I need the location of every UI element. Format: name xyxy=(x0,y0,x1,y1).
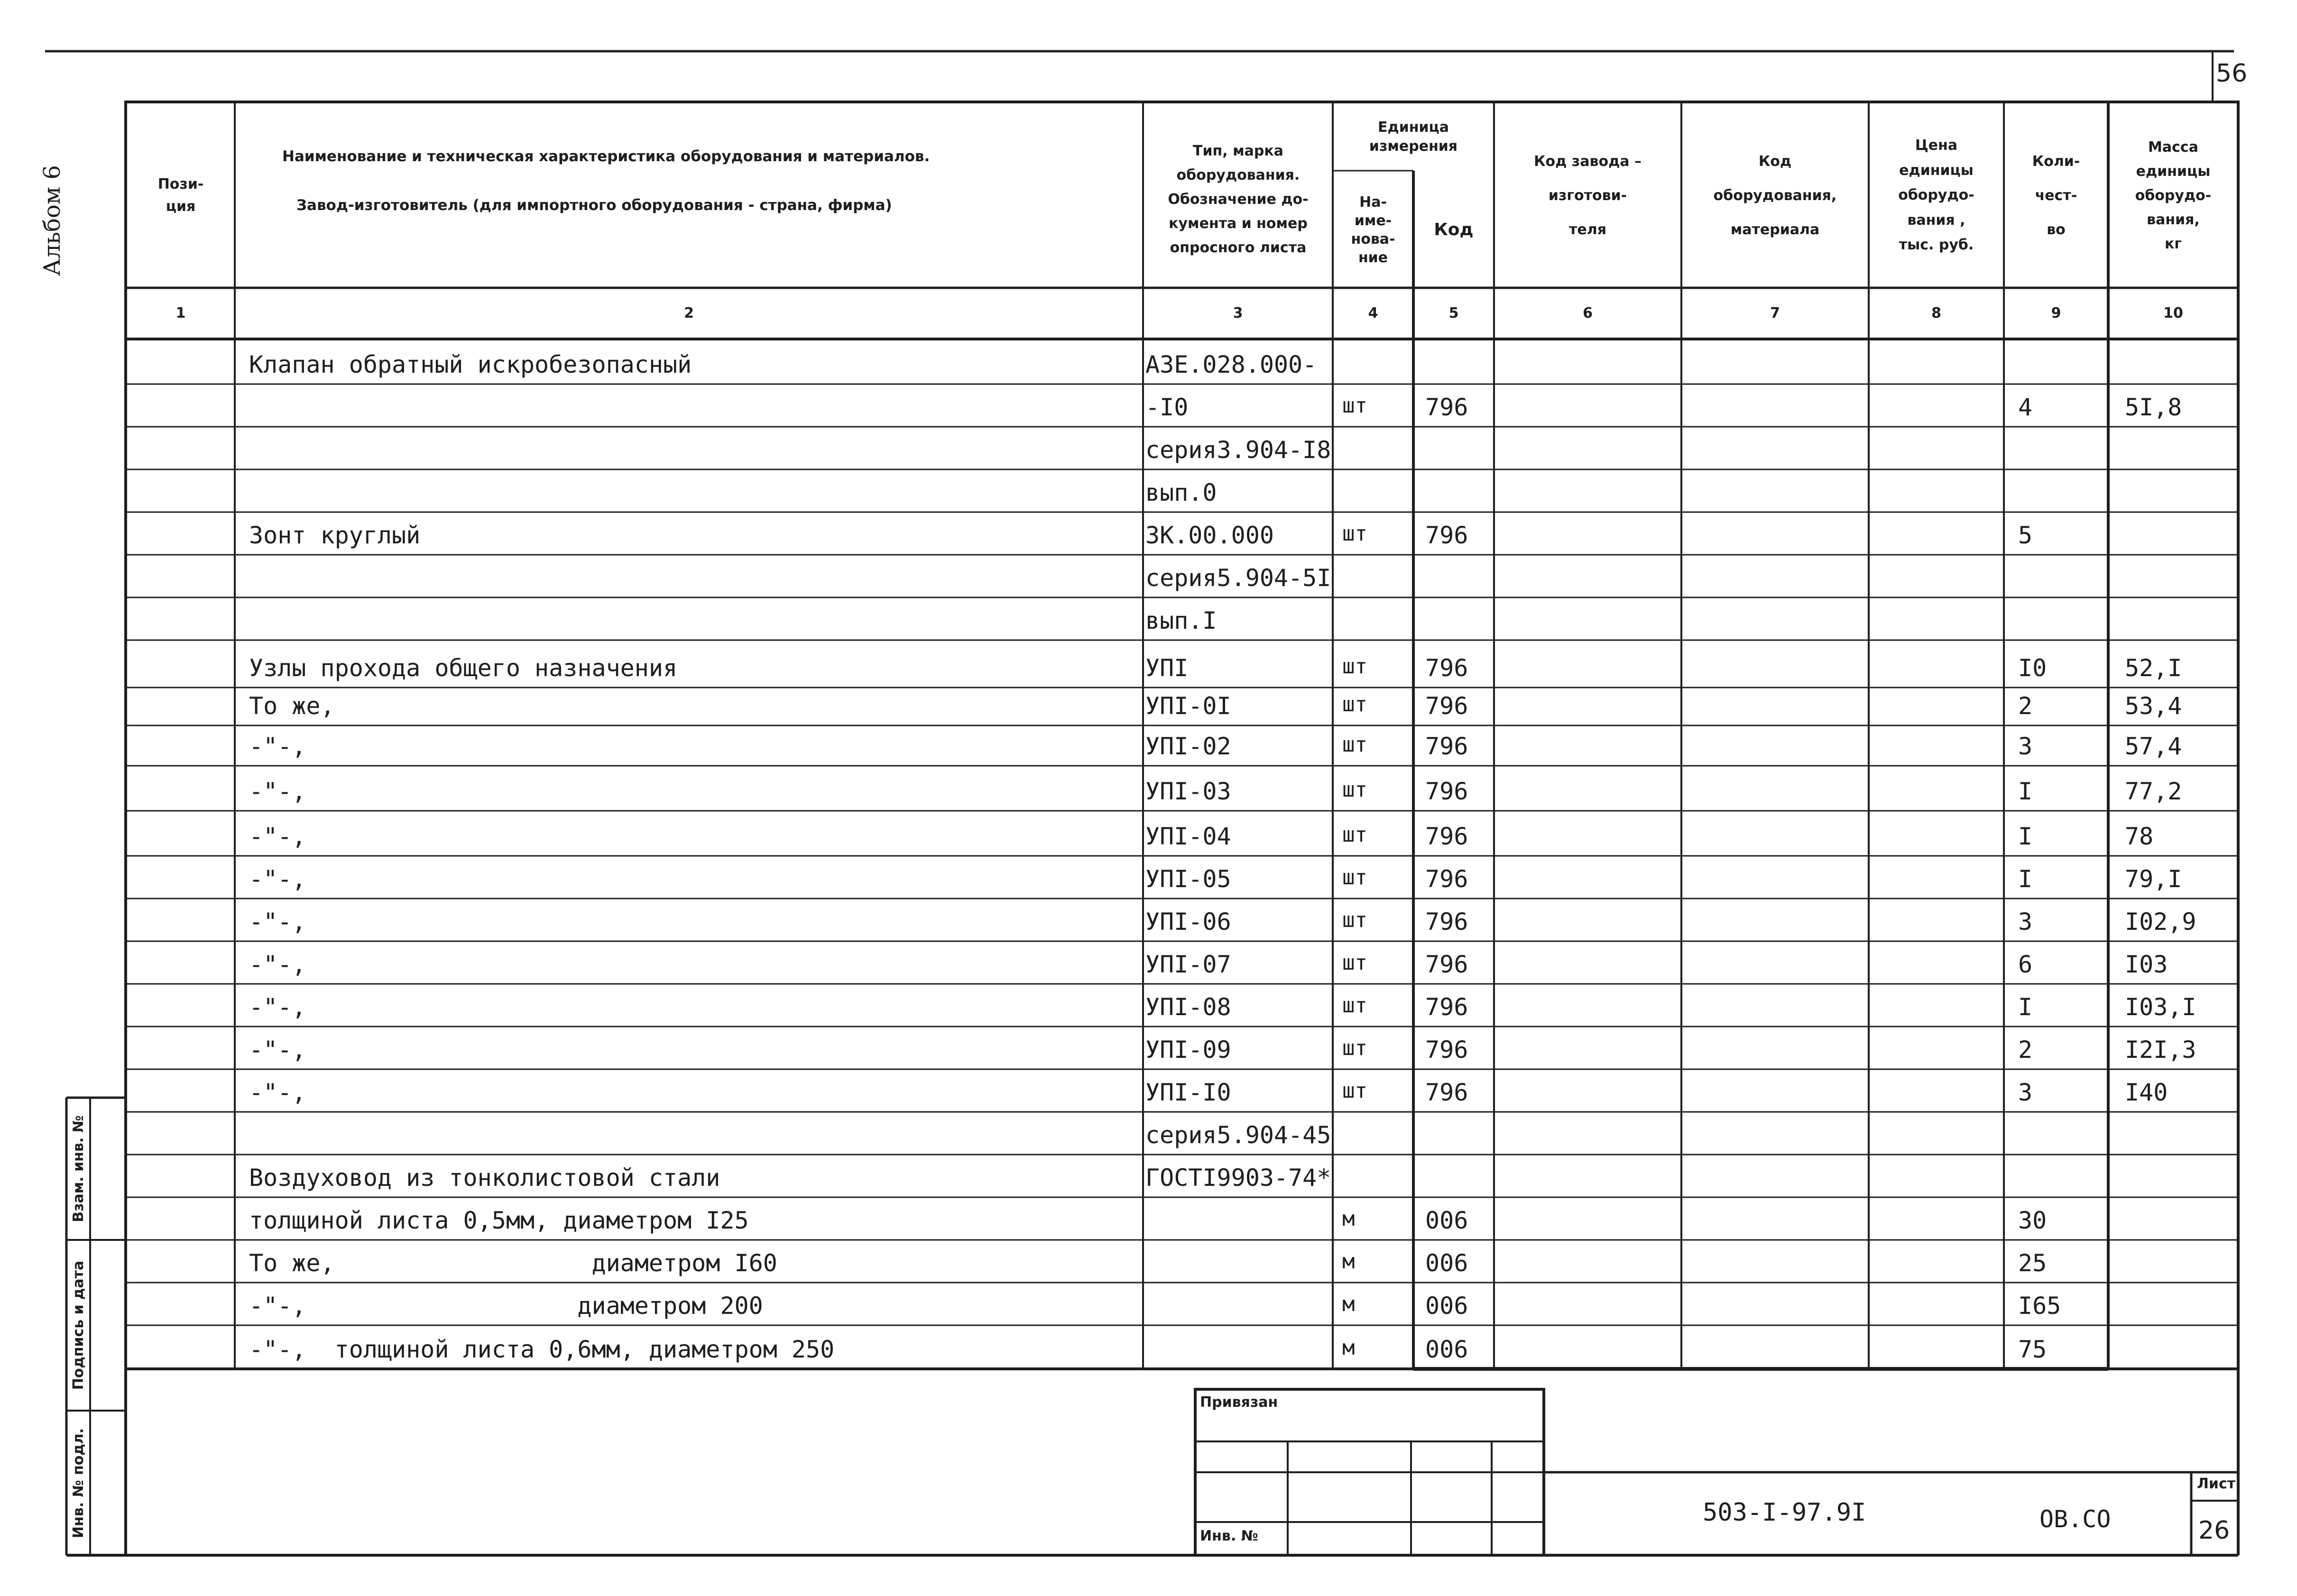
header-material-code: Код оборудования, материала xyxy=(1713,153,1837,238)
item-quantity: 3 xyxy=(2018,1079,2033,1106)
item-quantity: 3 xyxy=(2018,733,2033,760)
item-unit-code: 796 xyxy=(1425,778,1468,805)
item-name: -"-, xyxy=(249,1079,306,1106)
header-quantity: Коли- чест- во xyxy=(2032,153,2080,238)
item-unit-code: 796 xyxy=(1425,951,1468,978)
item-unit-code: 796 xyxy=(1425,1036,1468,1064)
item-unit-code: 796 xyxy=(1425,1079,1468,1106)
item-quantity: I0 xyxy=(2018,654,2047,682)
item-unit: шт xyxy=(1342,394,1367,418)
item-name: -"-, толщиной листа 0,6мм, диаметром 250 xyxy=(249,1336,835,1363)
item-unit-code: 006 xyxy=(1425,1207,1468,1234)
item-name: То же, диаметром I60 xyxy=(249,1249,777,1277)
item-type-mark: УПI-06 xyxy=(1145,908,1231,936)
item-name: То же, xyxy=(249,692,335,720)
item-unit: м xyxy=(1342,1336,1355,1360)
col-number: 5 xyxy=(1448,305,1459,322)
item-type-mark: УПI-05 xyxy=(1145,865,1231,893)
item-quantity: I xyxy=(2018,865,2033,893)
item-type-mark: УПI-03 xyxy=(1145,778,1231,805)
item-unit: шт xyxy=(1342,1079,1367,1103)
item-name: -"-, xyxy=(249,865,306,893)
item-type-mark: УПI-09 xyxy=(1145,1036,1231,1064)
album-label: Альбом 6 xyxy=(39,165,65,276)
item-unit-code: 796 xyxy=(1425,654,1468,682)
item-name: -"-, xyxy=(249,778,306,805)
item-unit-code: 796 xyxy=(1425,692,1468,720)
header-factory-code: Код завода – изготови- теля xyxy=(1534,153,1642,238)
item-type-mark: УПI-07 xyxy=(1145,951,1231,978)
item-unit-code: 796 xyxy=(1425,394,1468,421)
item-unit: м xyxy=(1342,1249,1355,1274)
document-mark: ОВ.СО xyxy=(2039,1505,2111,1533)
item-quantity: I65 xyxy=(2018,1292,2061,1320)
item-unit: шт xyxy=(1342,1036,1367,1060)
item-unit-code: 796 xyxy=(1425,908,1468,936)
item-name: -"-, диаметром 200 xyxy=(249,1292,763,1320)
item-name: Узлы прохода общего назначения xyxy=(249,654,678,682)
item-unit: шт xyxy=(1342,823,1367,847)
item-mass: I03,I xyxy=(2125,993,2196,1021)
document-code: 503-I-97.9I xyxy=(1703,1498,1866,1527)
item-type-mark: УПI-0I xyxy=(1145,692,1231,720)
header-name-line2: Завод-изготовитель (для импортного оборудования - страна, фирма) xyxy=(296,197,892,214)
header-position: Пози- ция xyxy=(157,176,204,215)
col-number: 3 xyxy=(1233,305,1243,322)
header-mass: Масса единицы оборудо- вания, кг xyxy=(2135,139,2212,252)
item-mass: I2I,3 xyxy=(2125,1036,2196,1064)
item-name: -"-, xyxy=(249,733,306,760)
item-name: Воздуховод из тонколистовой стали xyxy=(249,1164,720,1192)
item-unit-code: 796 xyxy=(1425,865,1468,893)
item-unit: м xyxy=(1342,1292,1355,1316)
item-unit-code: 796 xyxy=(1425,522,1468,549)
item-unit-code: 006 xyxy=(1425,1336,1468,1363)
header-unit-name: На- име- нова- ние xyxy=(1351,194,1395,266)
item-unit-code: 796 xyxy=(1425,823,1468,850)
item-unit: шт xyxy=(1342,865,1367,890)
item-name: -"-, xyxy=(249,908,306,936)
col-number: 7 xyxy=(1770,305,1780,322)
col-number: 4 xyxy=(1368,305,1378,322)
item-type-mark: УПI-08 xyxy=(1145,993,1231,1021)
item-type-mark: вып.I xyxy=(1145,607,1217,634)
item-mass: 52,I xyxy=(2125,654,2182,682)
item-quantity: I xyxy=(2018,778,2033,805)
item-type-mark: вып.0 xyxy=(1145,479,1217,506)
item-mass: 78 xyxy=(2125,823,2154,850)
stamp-replaced-inv: Взам. инв. № xyxy=(70,1115,87,1222)
item-unit: шт xyxy=(1342,692,1367,716)
col-number: 10 xyxy=(2163,305,2183,322)
item-unit: шт xyxy=(1342,522,1367,546)
col-number: 1 xyxy=(175,305,186,322)
item-mass: I03 xyxy=(2125,951,2168,978)
item-mass: 79,I xyxy=(2125,865,2182,893)
item-quantity: 6 xyxy=(2018,951,2033,978)
item-type-mark: УПI-I0 xyxy=(1145,1079,1231,1106)
item-quantity: 2 xyxy=(2018,1036,2033,1064)
item-type-mark: ЗК.00.000 xyxy=(1145,522,1274,549)
item-quantity: I xyxy=(2018,823,2033,850)
item-mass: 53,4 xyxy=(2125,692,2182,720)
item-mass: 5I,8 xyxy=(2125,394,2182,421)
header-unit-code: Код xyxy=(1434,220,1474,240)
header-name-line1: Наименование и техническая характеристика оборудования и материалов. xyxy=(282,148,930,165)
item-type-mark: серия5.904-5I xyxy=(1145,564,1331,592)
item-type-mark: УПI-04 xyxy=(1145,823,1231,850)
item-type-mark: АЗЕ.028.000- xyxy=(1145,351,1317,378)
item-quantity: 3 xyxy=(2018,908,2033,936)
page-number: 56 xyxy=(2216,59,2248,88)
item-name: Клапан обратный искробезопасный xyxy=(249,351,692,378)
header-unit-group: Единица измерения xyxy=(1369,119,1458,155)
col-number: 9 xyxy=(2051,305,2061,322)
item-type-mark: серия5.904-45 xyxy=(1145,1121,1331,1149)
sheet-number: 26 xyxy=(2198,1516,2230,1545)
item-unit: шт xyxy=(1342,733,1367,757)
item-name: -"-, xyxy=(249,1036,306,1064)
item-quantity: 30 xyxy=(2018,1207,2047,1234)
item-type-mark: УПI xyxy=(1145,654,1189,682)
item-quantity: 25 xyxy=(2018,1249,2047,1277)
item-unit-code: 796 xyxy=(1425,733,1468,760)
sheet-label: Лист xyxy=(2197,1476,2236,1492)
item-unit-code: 006 xyxy=(1425,1292,1468,1320)
item-type-mark: УПI-02 xyxy=(1145,733,1231,760)
item-unit: шт xyxy=(1342,908,1367,932)
item-unit-code: 796 xyxy=(1425,993,1468,1021)
header-type-mark: Тип, марка оборудования. Обозначение до- кумента и номер опросного листа xyxy=(1168,142,1309,256)
item-quantity: 75 xyxy=(2018,1336,2047,1363)
item-mass: I02,9 xyxy=(2125,908,2196,936)
item-unit: шт xyxy=(1342,951,1367,975)
item-unit: шт xyxy=(1342,654,1367,679)
stamp-sign-date: Подпись и дата xyxy=(70,1260,87,1390)
item-quantity: 5 xyxy=(2018,522,2033,549)
item-name: -"-, xyxy=(249,951,306,978)
stamp-original-inv: Инв. № подл. xyxy=(70,1428,87,1539)
item-quantity: 2 xyxy=(2018,692,2033,720)
item-type-mark: ГОСТI9903-74* xyxy=(1145,1164,1331,1192)
header-price: Цена единицы оборудо- вания , тыс. руб. xyxy=(1898,137,1974,254)
item-mass: 57,4 xyxy=(2125,733,2182,760)
item-name: -"-, xyxy=(249,993,306,1021)
item-unit: м xyxy=(1342,1207,1355,1231)
item-unit: шт xyxy=(1342,993,1367,1018)
col-number: 8 xyxy=(1931,305,1941,322)
title-inv-no: Инв. № xyxy=(1200,1528,1258,1544)
item-mass: I40 xyxy=(2125,1079,2168,1106)
title-attached: Привязан xyxy=(1200,1394,1278,1411)
item-name: -"-, xyxy=(249,823,306,850)
item-unit: шт xyxy=(1342,778,1367,802)
item-type-mark: -I0 xyxy=(1145,394,1189,421)
item-name: Зонт круглый xyxy=(249,522,421,549)
col-number: 6 xyxy=(1583,305,1593,322)
item-name: толщиной листа 0,5мм, диаметром I25 xyxy=(249,1207,749,1234)
item-quantity: I xyxy=(2018,993,2033,1021)
col-number: 2 xyxy=(684,305,694,322)
item-unit-code: 006 xyxy=(1425,1249,1468,1277)
item-type-mark: серия3.904-I8 xyxy=(1145,436,1331,464)
item-quantity: 4 xyxy=(2018,394,2033,421)
item-mass: 77,2 xyxy=(2125,778,2182,805)
